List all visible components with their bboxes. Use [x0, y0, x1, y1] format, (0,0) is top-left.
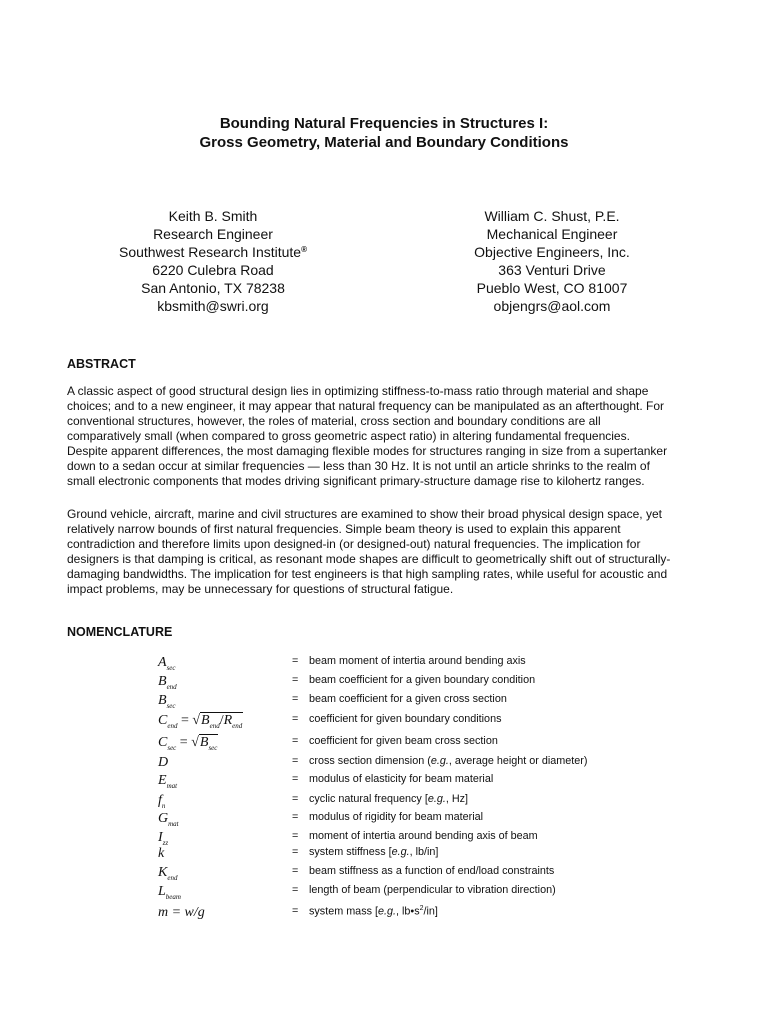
symbol: $B_{end}$ — [158, 674, 177, 691]
equals-sign: = — [292, 693, 299, 705]
definition: length of beam (perpendicular to vibration direction) — [309, 884, 556, 896]
paper-title-line1: Bounding Natural Frequencies in Structures I: — [219, 115, 549, 132]
author-name: Keith B. Smith — [168, 208, 258, 224]
equals-sign: = — [292, 905, 299, 917]
author-name: William C. Shust, P.E. — [484, 208, 620, 224]
abstract-paragraph-2 — [67, 507, 717, 597]
text-line: contradiction and therefore limits upon designed-in (or designed-out) natural frequencies. The implication for — [67, 537, 641, 551]
equals-sign: = — [292, 755, 299, 767]
text-line: impact problems, may be unnecessary for questions of structural fatigue. — [67, 582, 454, 596]
definition: system stiffness [e.g., lb/in] — [309, 846, 439, 858]
equals-sign: = — [292, 674, 299, 686]
abstract-paragraph-1 — [67, 384, 717, 489]
text-line: down to a sedan occur at similar frequencies — less than 30 Hz. It is not until an article shrinks to the realm of — [67, 459, 650, 473]
author-block-smith — [73, 207, 353, 315]
definition: modulus of elasticity for beam material — [309, 773, 494, 785]
author-email: objengrs@aol.com — [493, 298, 611, 314]
symbol: $L_{beam}$ — [158, 884, 181, 901]
definition: cross section dimension (e.g., average height or diameter) — [309, 755, 588, 767]
author-email: kbsmith@swri.org — [157, 298, 269, 314]
equals-sign: = — [292, 793, 299, 805]
symbol-formula: m = w/g — [158, 905, 205, 920]
equals-sign: = — [292, 735, 299, 747]
definition: coefficient for given boundary conditions — [309, 713, 502, 725]
equals-sign: = — [292, 846, 299, 858]
definition: cyclic natural frequency [e.g., Hz] — [309, 793, 469, 805]
text-line: Despite apparent differences, the most damaging flexible modes for structures ranging in size from a supertanker — [67, 444, 668, 458]
symbol-formula: $C_{end} = √B_{end}/R_{end}$ — [158, 713, 243, 730]
definition: beam coefficient for a given boundary condition — [309, 674, 536, 686]
text-line: damaging bandwidths. The implication for test engineers is that high sampling rates, while useful for acoustic and — [67, 567, 668, 581]
author-org: Objective Engineers, Inc. — [474, 244, 630, 260]
author-role: Research Engineer — [153, 226, 273, 242]
equals-sign: = — [292, 713, 299, 725]
definition: beam stiffness as a function of end/load constraints — [309, 865, 555, 877]
text-line: small electronic components that modes driving significant primary-structure damage rise to kilohertz ranges. — [67, 474, 645, 488]
text-line: relatively narrow bounds of first natural frequencies. Simple beam theory is used to explain this apparent — [67, 522, 621, 536]
definition: moment of intertia around bending axis of beam — [309, 830, 538, 842]
author-role: Mechanical Engineer — [486, 226, 618, 242]
equals-sign: = — [292, 655, 299, 667]
symbol: D — [158, 755, 169, 770]
text-line: designers is that damping is critical, as resonant mode shapes are difficult to geometrically shift out of structurally- — [67, 552, 671, 566]
symbol: $G_{mat}$ — [158, 811, 179, 828]
author-address-city: San Antonio, TX 78238 — [141, 280, 285, 296]
author-address-street: 363 Venturi Drive — [498, 262, 606, 278]
equals-sign: = — [292, 773, 299, 785]
symbol: $E_{mat}$ — [158, 773, 178, 790]
equals-sign: = — [292, 865, 299, 877]
author-org: Southwest Research Institute® — [118, 244, 307, 260]
definition: beam coefficient for a given cross section — [309, 693, 507, 705]
symbol: $B_{sec}$ — [158, 693, 176, 710]
definition: beam moment of intertia around bending axis — [309, 655, 526, 667]
symbol: $A_{sec}$ — [158, 655, 176, 672]
author-block-shust — [412, 207, 692, 315]
paper-title-line2: Gross Geometry, Material and Boundary Conditions — [199, 134, 569, 151]
text-line: conventional structures, however, the roles of material, cross section and boundary conditions are all — [67, 414, 601, 428]
author-address-street: 6220 Culebra Road — [152, 262, 274, 278]
text-line: comparatively small (when compared to gross geometric aspect ratio) in altering fundamental frequencies. — [67, 429, 630, 443]
equals-sign: = — [292, 811, 299, 823]
symbol: k — [158, 846, 165, 861]
equals-sign: = — [292, 884, 299, 896]
text-line: A classic aspect of good structural design lies in optimizing stiffness-to-mass ratio through material and shape — [67, 384, 649, 398]
symbol: $I_{zz}$ — [158, 830, 169, 847]
symbol: $f_n$ — [158, 793, 166, 810]
nomenclature-heading: NOMENCLATURE — [67, 625, 173, 639]
definition: coefficient for given beam cross section — [309, 735, 498, 747]
text-line: choices; and to a new engineer, it may appear that natural frequency can be manipulated as an afterthought. For — [67, 399, 665, 413]
definition: system mass [e.g., $lb•s^2/in$] — [309, 905, 438, 918]
symbol: $K_{end}$ — [158, 865, 178, 882]
equals-sign: = — [292, 830, 299, 842]
symbol-formula: $C_{sec} = √B_{sec}$ — [158, 735, 218, 752]
registered-mark: ® — [301, 245, 307, 254]
text-line: Ground vehicle, aircraft, marine and civil structures are examined to show their broad physical design space, yet — [67, 507, 662, 521]
definition: modulus of rigidity for beam material — [309, 811, 484, 823]
author-address-city: Pueblo West, CO 81007 — [476, 280, 628, 296]
abstract-heading: ABSTRACT — [67, 357, 136, 371]
